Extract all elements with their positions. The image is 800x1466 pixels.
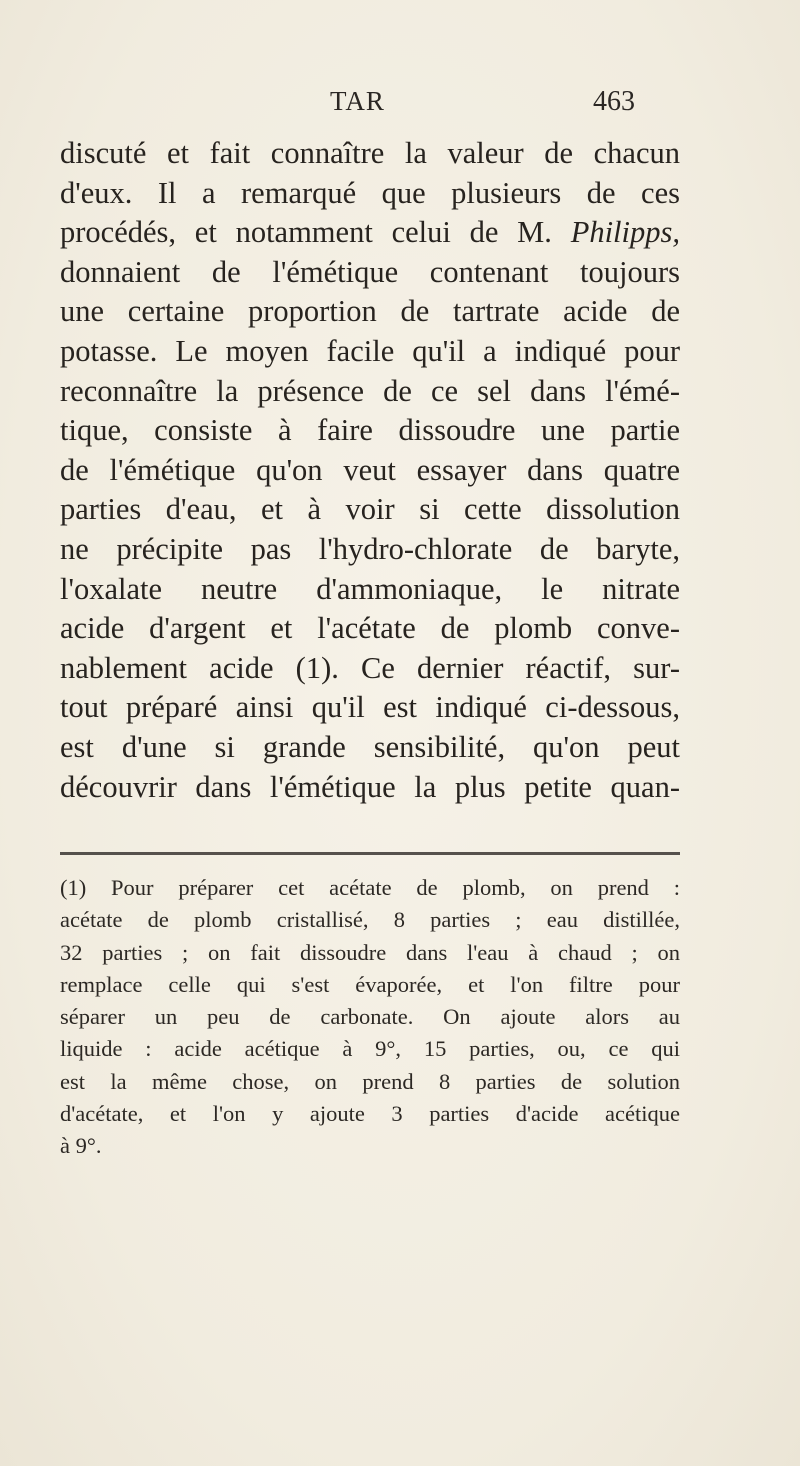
footnote-separator-rule — [60, 852, 680, 855]
text-line: découvrir dans l'émétique la plus petite quan- — [60, 769, 680, 804]
running-head — [0, 86, 800, 126]
text-line: nablement acide (1). Ce dernier réactif, sur- — [60, 650, 680, 685]
text-line: tout préparé ainsi qu'il est indiqué ci-dessous, — [60, 690, 680, 725]
text-line: est d'une si grande sensibilité, qu'on peut — [60, 729, 680, 764]
text-line: l'oxalate neutre d'ammoniaque, le nitrate — [60, 571, 680, 606]
footnote-line: d'acétate, et l'on y ajoute 3 parties d'acide acétique — [60, 1101, 680, 1127]
footnote-line: remplace celle qui s'est évaporée, et l'on filtre pour — [60, 971, 680, 997]
footnote-line: liquide : acide acétique à 9°, 15 parties, ou, ce qui — [60, 1036, 680, 1062]
text-line: reconnaître la présence de ce sel dans l'émé- — [60, 373, 680, 408]
text-line: acide d'argent et l'acétate de plomb conve- — [60, 611, 680, 646]
text-line-with-name — [60, 213, 680, 253]
footnote-line: acétate de plomb cristallisé, 8 parties ; eau distillée, — [60, 907, 680, 933]
author-name-italic: Philipps, — [570, 215, 680, 250]
running-head-title: TAR — [330, 86, 385, 116]
text-line-segment: procédés, et notamment celui de M. — [60, 215, 552, 250]
footnote — [60, 872, 680, 1163]
text-line: tique, consiste à faire dissoudre une partie — [60, 413, 680, 448]
text-line: parties d'eau, et à voir si cette dissolution — [60, 492, 680, 527]
footnote-line: séparer un peu de carbonate. On ajoute alors au — [60, 1004, 680, 1030]
footnote-line: (1) Pour préparer cet acétate de plomb, on prend : — [60, 875, 680, 900]
text-line: de l'émétique qu'on veut essayer dans quatre — [60, 452, 680, 487]
text-line: d'eux. Il a remarqué que plusieurs de ces — [60, 175, 680, 210]
text-line: potasse. Le moyen facile qu'il a indiqué pour — [60, 333, 680, 368]
text-line: ne précipite pas l'hydro-chlorate de baryte, — [60, 531, 680, 566]
text-line: discuté et fait connaître la valeur de chacun — [60, 136, 680, 170]
main-text — [60, 134, 680, 807]
text-line: donnaient de l'émétique contenant toujours — [60, 254, 680, 289]
page-number: 463 — [593, 86, 635, 117]
footnote-line: à 9°. — [60, 1133, 102, 1159]
footnote-line: est la même chose, on prend 8 parties de solution — [60, 1068, 680, 1094]
text-line: une certaine proportion de tartrate acide de — [60, 294, 680, 329]
footnote-line: 32 parties ; on fait dissoudre dans l'eau à chaud ; on — [60, 939, 680, 965]
